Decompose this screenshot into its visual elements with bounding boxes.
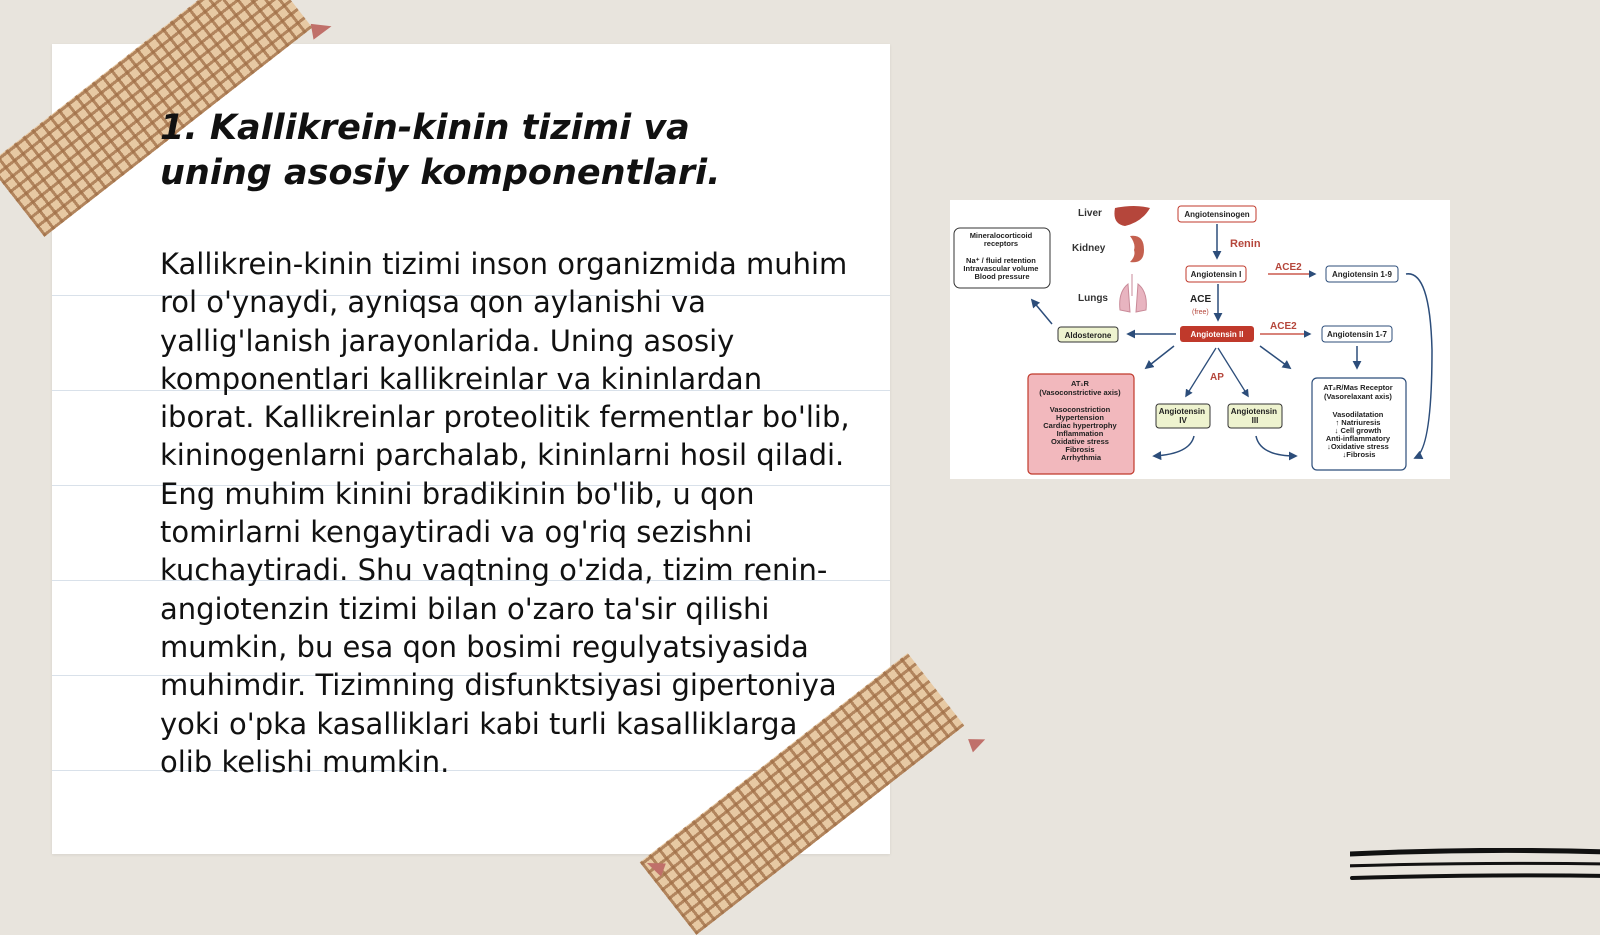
aldosterone-label: Aldosterone <box>1064 331 1112 340</box>
at1r-line: Inflammation <box>1056 429 1104 438</box>
at2r-line: AT₂R/Mas Receptor <box>1323 383 1393 392</box>
ap-label: AP <box>1210 372 1224 383</box>
mr-line: Mineralocorticoid <box>969 231 1033 240</box>
at2r-line: (Vasorelaxant axis) <box>1323 392 1392 401</box>
at1r-line: Oxidative stress <box>1050 437 1109 446</box>
lungs-icon <box>1120 274 1147 312</box>
angiotensinogen-label: Angiotensinogen <box>1184 210 1250 219</box>
angiotensin-i-label: Angiotensin I <box>1190 270 1242 279</box>
at2r-line: ↑ Natriuresis <box>1335 418 1381 427</box>
angiotensin-iii-label: III <box>1251 416 1259 425</box>
at1r-line: Hypertension <box>1055 413 1104 422</box>
pin-decoration <box>311 20 333 39</box>
renin-label: Renin <box>1230 238 1261 250</box>
ace-free-label: (free) <box>1192 309 1209 316</box>
angiotensin-1-7-label: Angiotensin 1-7 <box>1326 330 1388 339</box>
at1r-line: Vasoconstriction <box>1049 405 1111 414</box>
mr-line: Na⁺ / fluid retention <box>966 256 1036 265</box>
kidney-icon <box>1130 236 1144 262</box>
ace2-mid-label: ACE2 <box>1270 321 1297 332</box>
at2r-line: ↓Oxidative stress <box>1327 442 1389 451</box>
brush-stroke-decoration <box>1350 848 1600 888</box>
at1r-line: AT₁R <box>1070 379 1089 388</box>
angiotensin-iv-label: Angiotensin <box>1158 407 1205 416</box>
ace-label: ACE <box>1190 294 1212 305</box>
angiotensin-iv-label: IV <box>1179 416 1187 425</box>
mr-line: Intravascular volume <box>963 264 1039 273</box>
pin-decoration <box>968 734 988 753</box>
angiotensin-ii-label: Angiotensin II <box>1190 330 1244 339</box>
angiotensin-iii-label: Angiotensin <box>1230 407 1277 416</box>
mr-line: receptors <box>983 239 1019 248</box>
slide-body-text: Kallikrein-kinin tizimi inson organizmida muhim rol o'ynaydi, ayniqsa qon aylanishi va yallig'lanish jarayonlarida. Uning asosiy komponentlari kallikreinlar va kininlardan iborat. Kallikreinlar proteolitik fermentlar bo'lib, kininogenlarni parchalab, kininlarni hosil qiladi. Eng muhim kinini bradikinin bo'lib, u qon tomirlarni kengaytiradi va og'riq sezishni kuchaytiradi. Shu vaqtning o'zida, tizim renin-angiotenzin tizimi bilan o'zaro ta'sir qilishi mumkin, bu esa qon bosimi regulyatsiyasida muhimdir. Tizimning disfunktsiyasi gipertoniya yoki o'pka kasalliklari kabi turli kasalliklarga olib kelishi mumkin. <box>160 247 850 779</box>
svg-text:Mineralocorticoid recept <box>963 231 1040 281</box>
mr-line: Blood pressure <box>974 272 1030 281</box>
raas-diagram <box>950 200 1450 479</box>
at1r-line: (Vasoconstrictive axis) <box>1039 388 1121 397</box>
at2r-line: Anti-inflammatory <box>1325 434 1391 443</box>
slide-title: 1. Kallikrein-kinin tizimi va uning asosiy komponentlari. <box>160 108 721 193</box>
organ-label-kidney: Kidney <box>1072 243 1106 254</box>
at1r-line: Arrhythmia <box>1060 453 1102 462</box>
at1r-line: Fibrosis <box>1065 445 1095 454</box>
at2r-line: ↓Fibrosis <box>1342 450 1376 459</box>
organ-label-liver: Liver <box>1078 208 1102 219</box>
at2r-line: Vasodilatation <box>1332 410 1384 419</box>
liver-icon <box>1114 206 1150 226</box>
organ-label-lungs: Lungs <box>1078 293 1108 304</box>
ace2-top-label: ACE2 <box>1275 262 1302 273</box>
angiotensin-1-9-label: Angiotensin 1-9 <box>1331 270 1393 279</box>
at1r-line: Cardiac hypertrophy <box>1043 421 1117 430</box>
at2r-line: ↓ Cell growth <box>1334 426 1382 435</box>
